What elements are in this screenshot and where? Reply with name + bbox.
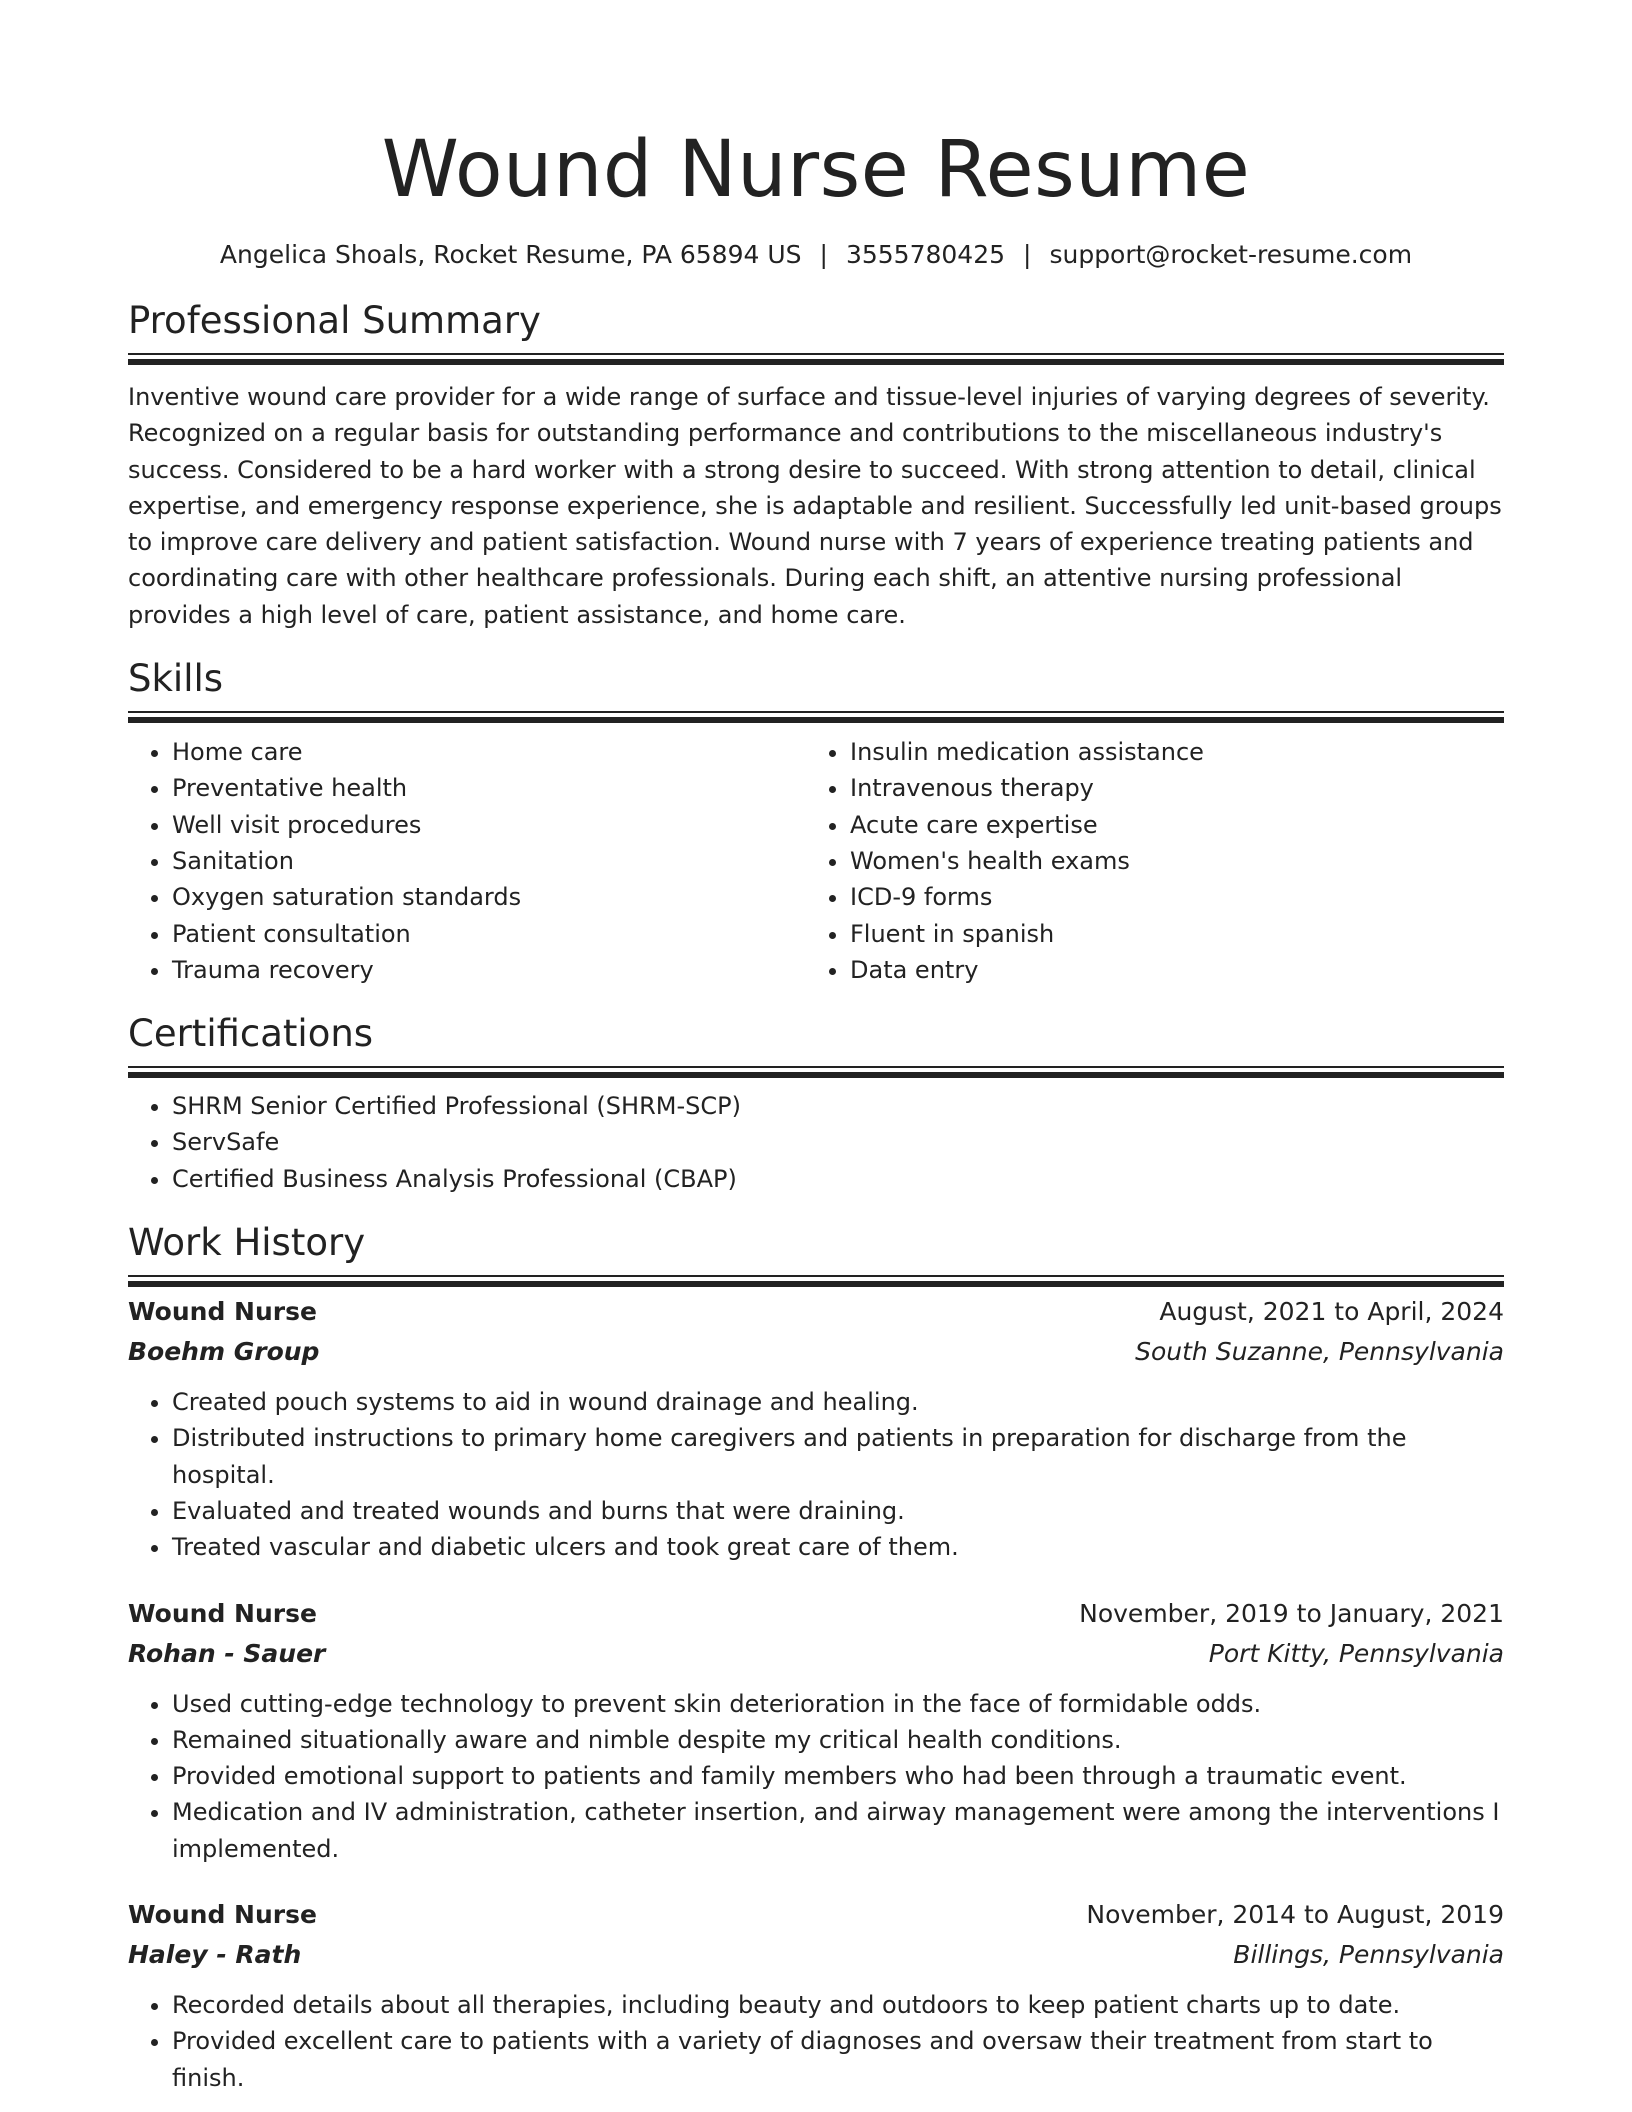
job-location: Port Kitty, Pennsylvania — [1208, 1638, 1504, 1668]
job-bullet: • Treated vascular and diabetic ulcers and took great care of them. — [172, 1529, 1504, 1565]
job-location: Billings, Pennsylvania — [1233, 1940, 1504, 1970]
section-heading-skills: Skills — [128, 657, 224, 701]
skills-grid — [128, 734, 1504, 988]
skills-section — [128, 655, 1504, 988]
job-bullet: • Recorded details about all therapies, including beauty and outdoors to keep patient charts up to date. — [172, 1987, 1504, 2023]
section-heading-summary: Professional Summary — [128, 299, 541, 342]
job-title: Wound Nurse — [128, 1900, 317, 1930]
job-header — [128, 1895, 1504, 1935]
skill-item: • Fluent in spanish — [850, 916, 1484, 952]
job-company: Haley - Rath — [128, 1940, 302, 1970]
skill-item: • Acute care expertise — [850, 807, 1484, 843]
contact-phone: 3555780425 — [845, 240, 1006, 269]
job-subheader — [128, 1634, 1504, 1674]
job-entry — [128, 1594, 1504, 1867]
skill-item: • Oxygen saturation standards — [172, 879, 806, 915]
contact-line — [128, 238, 1504, 272]
skill-item: • Sanitation — [172, 843, 806, 879]
job-bullet: • Provided emotional support to patients and family members who had been through a traumatic event. — [172, 1758, 1504, 1794]
skill-item: • Preventative health — [172, 770, 806, 806]
contact-separator: | — [819, 240, 828, 269]
resume-page — [128, 0, 1504, 2096]
certification-item: • SHRM Senior Certified Professional (SHRM-SCP) — [172, 1088, 1504, 1124]
job-entry — [128, 1895, 1504, 2096]
summary-text: Inventive wound care provider for a wide range of surface and tissue-level injuries of varying degrees of severity. Recognized on a regular basis for outstanding performance and contributions to the miscellaneous industry's success. Considered to be a hard worker with a strong desire to succeed. With strong attention to detail, clinical expertise, and emergency response experience, she is adaptable and resilient. Successfully led unit-based groups to improve care delivery and patient satisfaction. Wound nurse with 7 years of experience treating patients and coordinating care with other healthcare professionals. During each shift, an attentive nursing professional provides a high level of care, patient assistance, and home care. — [128, 383, 1502, 629]
job-title: Wound Nurse — [128, 1598, 317, 1628]
job-header — [128, 1594, 1504, 1634]
skill-item: • Patient consultation — [172, 916, 806, 952]
job-subheader — [128, 1935, 1504, 1975]
contact-separator: | — [1023, 240, 1032, 269]
job-bullet: • Created pouch systems to aid in wound drainage and healing. — [172, 1384, 1504, 1420]
skill-item: • Well visit procedures — [172, 807, 806, 843]
job-dates: November, 2014 to August, 2019 — [1086, 1900, 1504, 1930]
job-company: Boehm Group — [128, 1337, 320, 1367]
resume-title: Wound Nurse Resume — [381, 125, 1251, 215]
section-heading-certifications: Certifications — [128, 1012, 374, 1056]
job-bullets — [128, 1384, 1504, 1565]
job-bullets — [128, 1686, 1504, 1867]
skill-item: • ICD-9 forms — [850, 879, 1484, 915]
certifications-list — [128, 1088, 1504, 1197]
skill-item: • Women's health exams — [850, 843, 1484, 879]
job-bullets — [128, 1987, 1504, 2096]
certifications-section — [128, 1010, 1504, 1197]
job-dates: November, 2019 to January, 2021 — [1079, 1598, 1504, 1628]
job-bullet: • Remained situationally aware and nimble despite my critical health conditions. — [172, 1722, 1504, 1758]
work-history-section — [128, 1219, 1504, 2096]
job-entry — [128, 1292, 1504, 1565]
skill-item: • Intravenous therapy — [850, 770, 1484, 806]
skills-list-right — [806, 734, 1484, 988]
job-title: Wound Nurse — [128, 1297, 317, 1327]
section-divider — [128, 711, 1504, 713]
job-dates: August, 2021 to April, 2024 — [1159, 1297, 1504, 1327]
job-bullet: • Used cutting-edge technology to prevent skin deterioration in the face of formidable odds. — [172, 1686, 1504, 1722]
section-divider — [128, 353, 1504, 355]
skill-item: • Home care — [172, 734, 806, 770]
skills-column-left — [128, 734, 806, 988]
job-bullet: • Provided excellent care to patients with a variety of diagnoses and oversaw their treatment from start to finish. — [172, 2023, 1504, 2096]
skill-item: • Trauma recovery — [172, 952, 806, 988]
contact-email: support@rocket-resume.com — [1049, 240, 1413, 269]
skills-list-left — [128, 734, 806, 988]
job-subheader — [128, 1332, 1504, 1372]
section-divider — [128, 1275, 1504, 1277]
skills-column-right — [806, 734, 1484, 988]
job-bullet: • Distributed instructions to primary home caregivers and patients in preparation for discharge from the hospital. — [172, 1420, 1504, 1493]
section-heading-work-history: Work History — [128, 1221, 366, 1265]
job-location: South Suzanne, Pennsylvania — [1135, 1337, 1504, 1367]
job-company: Rohan - Sauer — [128, 1638, 326, 1668]
section-divider — [128, 1066, 1504, 1068]
summary-section — [128, 297, 1504, 633]
certification-item: • Certified Business Analysis Professional (CBAP) — [172, 1161, 1504, 1197]
job-bullet: • Medication and IV administration, catheter insertion, and airway management were among the interventions I implemented. — [172, 1794, 1504, 1867]
job-header — [128, 1292, 1504, 1332]
skill-item: • Insulin medication assistance — [850, 734, 1484, 770]
job-bullet: • Evaluated and treated wounds and burns that were draining. — [172, 1493, 1504, 1529]
skill-item: • Data entry — [850, 952, 1484, 988]
contact-location: Angelica Shoals, Rocket Resume, PA 65894 US — [219, 240, 802, 269]
certification-item: • ServSafe — [172, 1124, 1504, 1160]
